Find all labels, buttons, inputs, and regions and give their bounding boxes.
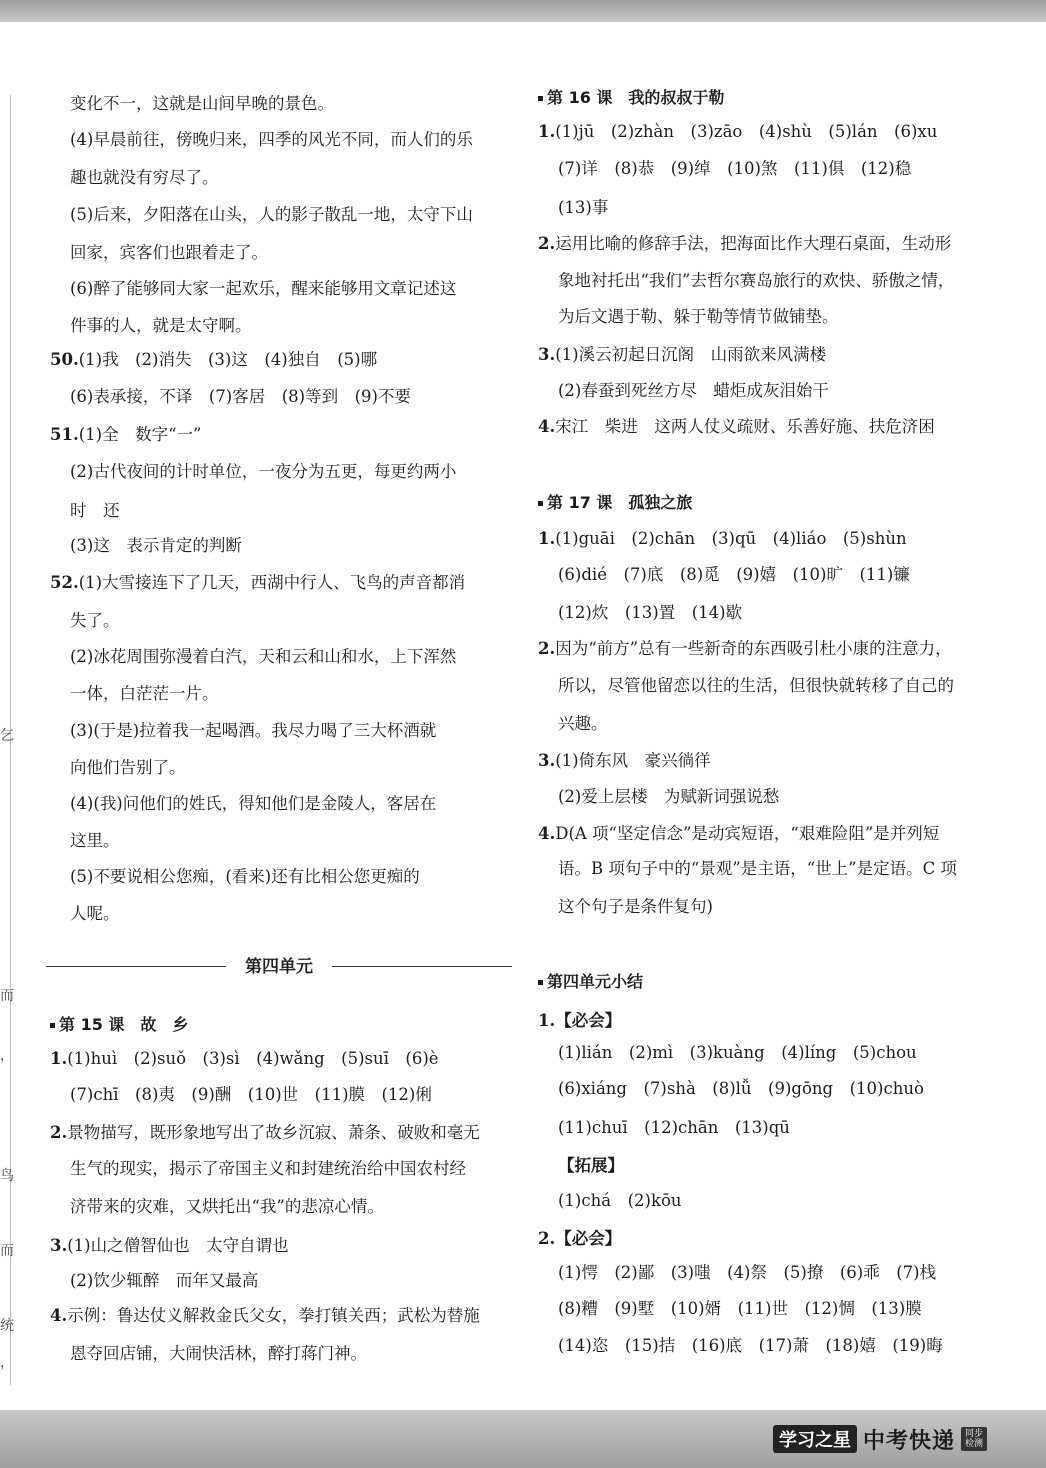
answer-line [70,830,120,852]
line-text: 这里。 [70,831,120,850]
brand-logo: 学习之星 [773,1425,857,1453]
question-number: 2. [50,1123,68,1142]
line-text: 恩夺回店铺，大闹快活林，醉打蒋门神。 [70,1344,367,1363]
line-text: 运用比喻的修辞手法，把海面比作大理石桌面，生动形 [555,234,952,253]
answer-line [70,204,473,226]
line-text: (1)全 数字“一” [78,425,202,444]
line-text: 为后文遇于勒、躲于勒等情节做铺垫。 [558,307,839,326]
answer-line [558,1078,924,1100]
answer-line [70,167,219,189]
answer-line [70,535,242,557]
brand-tag: 同步检测 [961,1427,987,1451]
unit-heading: 第四单元 [245,957,313,977]
margin-fragment: 乞 [0,728,14,744]
line-text: (1)溪云初起日沉阁 山雨欲来风满楼 [555,345,827,364]
line-text: (7)详 (8)恭 (9)绰 (10)煞 (11)俱 (12)稳 [558,159,912,178]
question-line [538,528,907,550]
answer-line [558,380,829,402]
line-text: (7)chī (8)夷 (9)酬 (10)世 (11)膜 (12)俐 [70,1085,432,1104]
line-text: 件事的人，就是太守啊。 [70,316,252,335]
line-text: (1)愕 (2)鄙 (3)嗤 (4)祭 (5)撩 (6)乖 (7)栈 [558,1263,937,1282]
margin-fragment: 而 [0,988,14,1004]
line-text: 趣也就没有穷尽了。 [70,168,219,187]
line-text: (3)(于是)拉着我一起喝酒。我尽力喝了三大杯酒就 [70,721,437,740]
question-number: 2. [538,639,556,658]
line-text: 所以，尽管他留恋以往的生活，但很快就转移了自己的 [558,676,954,695]
question-line [50,1048,439,1070]
line-text: 宋江 柴进 这两人仗义疏财、乐善好施、扶危济困 [555,417,935,436]
question-line [538,750,711,772]
answer-line [558,786,779,808]
line-text: (6)表承接，不译 (7)客居 (8)等到 (9)不要 [70,387,411,406]
lesson-heading [538,87,724,109]
question-line [538,344,826,366]
answer-line [558,1262,936,1284]
answer-line [558,1042,917,1064]
answer-line [70,93,334,115]
answer-line [558,858,957,880]
answer-line [558,270,954,292]
answer-line [558,1190,682,1212]
question-line [538,1010,621,1032]
lesson-heading [538,492,692,514]
answer-line [558,896,713,918]
lesson-heading-text: 第 16 课 我的叔叔于勒 [547,88,725,107]
answer-line [558,1298,922,1320]
answer-line [70,793,436,815]
line-text: (2)古代夜间的计时单位，一夜分为五更，每更约两小 [70,462,457,481]
line-text: 人呢。 [70,904,120,923]
margin-fragment: 鸟 [0,1168,14,1184]
line-text: 济带来的灾难，又烘托出“我”的悲凉心情。 [70,1197,384,1216]
answer-line [70,1084,432,1106]
line-text: (1)lián (2)mì (3)kuàng (4)líng (5)chou [558,1043,917,1062]
line-text: (8)糟 (9)墅 (10)婿 (11)世 (12)惆 (13)膜 [558,1299,922,1318]
question-number: 4. [538,824,556,843]
line-text: (2)春蚕到死丝方尽 蜡炬成灰泪始干 [558,381,829,400]
lesson-heading [538,971,643,993]
question-number: 4. [50,1306,68,1325]
line-text: (6)xiáng (7)shà (8)lǚ (9)gōng (10)chuò [558,1079,924,1098]
line-text: 生气的现实，揭示了帝国主义和封建统治给中国农村经 [70,1159,466,1178]
question-line [538,233,951,255]
line-text: (1)大雪接连下了几天，西湖中行人、飞鸟的声音都消 [78,573,466,592]
bullet-square [538,96,543,101]
question-line [50,1122,480,1144]
line-text: (12)炊 (13)置 (14)歇 [558,603,743,622]
answer-line [558,564,910,586]
brand-name: 中考快递 [863,1428,956,1454]
question-number: 1. [538,1011,556,1030]
margin-fragment: 而 [0,1243,14,1259]
question-line [50,424,201,446]
question-line [538,638,952,660]
line-text: (11)chuī (12)chān (13)qū [558,1118,790,1137]
answer-line [70,757,186,779]
answer-line [70,683,219,705]
answer-line [558,602,742,624]
line-text: 象地衬托出“我们”去哲尔赛岛旅行的欢快、骄傲之情， [558,271,955,290]
line-text: 【拓展】 [558,1156,624,1175]
line-text: 因为“前方”总有一些新奇的东西吸引杜小康的注意力， [555,639,952,658]
bullet-square [538,501,543,506]
line-text: (4)早晨前往，傍晚归来，四季的风光不同，而人们的乐 [70,130,473,149]
question-number: 3. [50,1236,68,1255]
answer-line [70,129,473,151]
question-line [50,572,465,594]
question-line [50,1305,480,1327]
line-text: (13)事 [558,198,609,217]
question-number: 3. [538,751,556,770]
line-text: 一体，白茫茫一片。 [70,684,219,703]
line-text: (1)倚东风 豪兴徜徉 [555,751,711,770]
margin-fragment: ， [0,1048,14,1064]
line-text: (1)jū (2)zhàn (3)zāo (4)shù (5)lán (6)xu [555,122,938,141]
line-text: D(A 项“坚定信念”是动宾短语，“艰难险阻”是并列短 [555,824,940,843]
line-text: 向他们告别了。 [70,758,186,777]
line-text: (5)不要说相公您痴，(看来)还有比相公您更痴的 [70,867,420,886]
question-number: 4. [538,417,556,436]
answer-line [558,1335,943,1357]
bullet-square [538,980,543,985]
divider-rule-right [332,966,512,967]
question-line [50,1235,289,1257]
line-text: 景物描写，既形象地写出了故乡沉寂、萧条、破败和毫无 [67,1123,480,1142]
brand-footer [773,1424,987,1454]
question-line [538,823,939,845]
answer-line [558,306,839,328]
answer-line [70,720,436,742]
answer-line [558,675,954,697]
line-text: (14)恣 (15)拮 (16)底 (17)萧 (18)嬉 (19)晦 [558,1336,943,1355]
question-line [538,121,937,143]
unit-divider [46,955,512,979]
answer-line [70,646,456,668]
line-text: 语。B 项句子中的“景观”是主语，“世上”是定语。C 项 [558,859,957,878]
answer-line [558,1155,624,1177]
answer-line [70,386,411,408]
line-text: (1)guāi (2)chān (3)qū (4)liáo (5)shùn [555,529,907,548]
lesson-heading [50,1014,188,1036]
question-number: 50. [50,350,79,369]
line-text: 兴趣。 [558,714,608,733]
answer-line [70,1270,258,1292]
line-text: (5)后来，夕阳落在山头，人的影子散乱一地，太守下山 [70,205,473,224]
line-text: 【必会】 [555,1229,622,1248]
line-text: (2)冰花周围弥漫着白汽，天和云和山和水，上下浑然 [70,647,457,666]
question-number: 1. [538,122,556,141]
line-text: 变化不一，这就是山间早晚的景色。 [70,94,334,113]
answer-line [70,1158,466,1180]
line-text: (3)这 表示肯定的判断 [70,536,242,555]
question-number: 1. [50,1049,68,1068]
lesson-heading-text: 第 15 课 故 乡 [59,1015,189,1034]
answer-line [70,461,456,483]
question-line [538,416,935,438]
question-number: 1. [538,529,556,548]
margin-fragment: 统 [0,1318,14,1334]
answer-line [558,713,608,735]
answer-line [70,866,420,888]
line-text: (1)huì (2)suǒ (3)sì (4)wǎng (5)suī (6)è [67,1049,439,1068]
answer-line [70,500,120,522]
line-text: 这个句子是条件复句) [558,897,713,916]
answer-line [70,242,268,264]
line-text: 回家，宾客们也跟着走了。 [70,243,268,262]
answer-line [70,610,120,632]
line-text: (2)饮少辄醉 而年又最高 [70,1271,259,1290]
line-text: 【必会】 [555,1011,622,1030]
answer-line [70,1343,367,1365]
line-text: (1)chá (2)kōu [558,1191,682,1210]
line-text: 示例：鲁达仗义解救金氏父女，拳打镇关西；武松为替施 [67,1306,480,1325]
answer-line [558,1117,790,1139]
line-text: 失了。 [70,611,120,630]
answer-line [70,1196,384,1218]
line-text: (1)我 (2)消失 (3)这 (4)独自 (5)哪 [78,350,378,369]
question-number: 2. [538,234,556,253]
answer-line [70,315,252,337]
lesson-heading-text: 第 17 课 孤独之旅 [547,493,693,512]
answer-line [70,278,456,300]
answer-line [558,158,911,180]
top-scan-edge [0,0,1046,22]
question-number: 51. [50,425,79,444]
bullet-square [50,1023,55,1028]
line-text: (1)山之僧智仙也 太守自谓也 [67,1236,289,1255]
answer-line [558,197,608,219]
answer-line [70,903,120,925]
line-text: (2)爱上层楼 为赋新词强说愁 [558,787,780,806]
question-number: 52. [50,573,79,592]
question-number: 2. [538,1229,556,1248]
lesson-heading-text: 第四单元小结 [547,972,644,991]
line-text: 时 还 [70,501,120,520]
question-line [50,349,377,371]
line-text: (4)(我)问他们的姓氏，得知他们是金陵人，客居在 [70,794,437,813]
line-text: (6)dié (7)底 (8)觅 (9)嬉 (10)旷 (11)镰 [558,565,910,584]
line-text: (6)醉了能够同大家一起欢乐，醒来能够用文章记述这 [70,279,457,298]
margin-fragment: ， [0,1355,14,1371]
question-number: 3. [538,345,556,364]
question-line [538,1228,621,1250]
